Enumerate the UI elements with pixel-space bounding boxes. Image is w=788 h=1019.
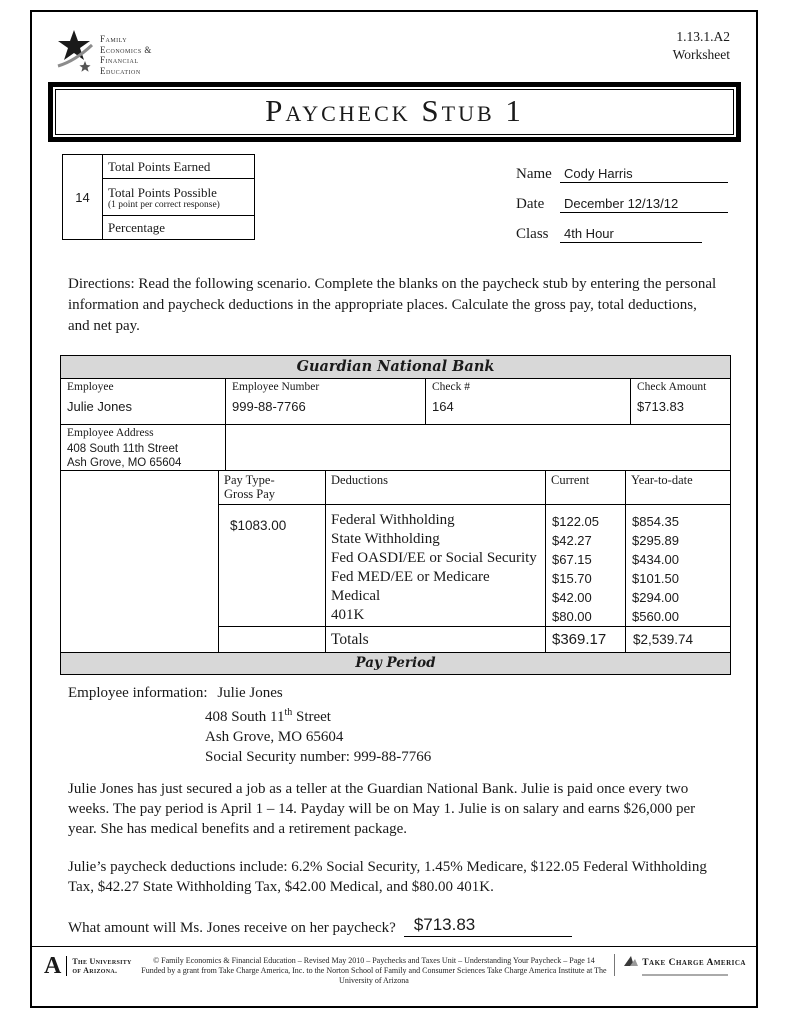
- pay-type-header-line2: Gross Pay: [224, 487, 276, 501]
- deduction-name: Federal Withholding: [331, 512, 455, 528]
- deduction-names-column: [326, 505, 546, 626]
- deduction-ytd: $295.89: [632, 533, 679, 548]
- employee-info-line1: [68, 683, 722, 703]
- deduction-name: Medical: [331, 588, 381, 604]
- employee-address-line1: 408 South 11th Street: [67, 443, 179, 455]
- class-field-row: [516, 216, 728, 243]
- check-number-cell: [426, 379, 631, 424]
- deduction-ytd-column: [626, 505, 730, 626]
- deduction-name: Fed MED/EE or Medicare: [331, 569, 490, 585]
- page-header: [32, 12, 756, 74]
- university-name-line2: of Arizona.: [72, 966, 118, 975]
- deduction-ytd: $294.00: [632, 590, 679, 605]
- street-suffix: Street: [292, 709, 331, 725]
- deduction-ytd: $434.00: [632, 552, 679, 567]
- page-footer: [32, 946, 756, 1006]
- class-value: 4th Hour: [560, 226, 702, 243]
- deduction-ytd: $854.35: [632, 514, 679, 529]
- answer-value: $713.83: [404, 915, 572, 937]
- points-row-label: [103, 178, 255, 215]
- points-earned-value: 14: [63, 155, 103, 240]
- worksheet-page: [30, 10, 758, 1008]
- employee-info-street: [205, 703, 722, 727]
- employee-cell: [61, 379, 226, 424]
- university-name: [72, 957, 131, 975]
- logo-line: Education: [100, 65, 141, 76]
- pay-type-header: [219, 471, 326, 504]
- totals-current-value: $369.17: [552, 631, 607, 648]
- university-of-arizona-logo: [44, 954, 140, 978]
- ytd-header: Year-to-date: [631, 473, 693, 487]
- deduction-ytd: $560.00: [632, 609, 679, 624]
- deduction-current: $67.15: [552, 552, 592, 567]
- deduction-ytd: $101.50: [632, 571, 679, 586]
- detail-header-row: [219, 471, 730, 505]
- gross-pay-value: $1083.00: [219, 505, 326, 626]
- check-number-value: 164: [432, 399, 454, 414]
- date-field-row: [516, 186, 728, 213]
- fefe-logo: [54, 28, 152, 79]
- employee-number-label: Employee Number: [232, 381, 320, 393]
- employee-value: Julie Jones: [67, 399, 133, 414]
- scenario-paragraph: Julie Jones has just secured a job as a teller at the Guardian National Bank. Julie is paid once every two weeks. The pay period is April 1 – 14. Payday will be on May 1. Julie is on salary and earns $26,000 per year. She has medical benefits and a retirement package.: [68, 781, 696, 837]
- doc-meta: [673, 28, 730, 64]
- meta-row: [32, 154, 756, 240]
- points-table: [62, 154, 255, 240]
- deduction-current: $15.70: [552, 571, 592, 586]
- bank-name-header: Guardian National Bank: [61, 356, 730, 379]
- points-row-label: Total Points Earned: [103, 155, 255, 179]
- doc-type: Worksheet: [672, 47, 730, 62]
- page-title: Paycheck Stub 1: [265, 93, 524, 128]
- table-row: [63, 155, 255, 179]
- check-amount-label: Check Amount: [637, 381, 707, 393]
- stub-identity-row: [61, 379, 730, 425]
- points-possible-label: Total Points Possible: [108, 184, 217, 200]
- totals-empty-cell: [219, 627, 326, 652]
- check-number-label: Check #: [432, 381, 471, 393]
- copyright-line1: © Family Economics & Financial Education – Revised May 2010 – Paychecks and Taxes Unit – Understanding Your Paycheck – Page 14: [153, 956, 595, 965]
- pay-period-footer: Pay Period: [61, 652, 730, 674]
- student-fields: [516, 154, 728, 240]
- take-charge-america-logo: [614, 954, 746, 976]
- totals-label: Totals: [331, 630, 369, 648]
- totals-current-cell: [546, 627, 626, 652]
- current-header: Current: [546, 471, 626, 504]
- title-banner: [48, 82, 741, 142]
- tca-triangle-icon: [623, 954, 639, 972]
- star-figure-icon: [54, 28, 96, 79]
- question-text: What amount will Ms. Jones receive on her paycheck?: [68, 920, 396, 936]
- fefe-logo-text: [100, 28, 152, 76]
- name-label: Name: [516, 166, 552, 182]
- employee-address-line2: Ash Grove, MO 65604: [67, 457, 182, 469]
- tca-name: Take Charge America: [642, 958, 746, 968]
- deduction-current: $80.00: [552, 609, 592, 624]
- date-value: December 12/13/12: [560, 196, 728, 213]
- stub-address-row: [61, 425, 730, 471]
- deduction-current: $42.27: [552, 533, 592, 548]
- pay-type-header-line1: Pay Type-: [224, 473, 275, 487]
- totals-label-cell: [326, 627, 546, 652]
- employee-address-cell: [61, 425, 226, 470]
- stub-detail-section: [61, 471, 730, 652]
- employee-label: Employee: [67, 381, 114, 393]
- copyright-line2: Funded by a grant from Take Charge America, Inc. to the Norton School of Family and Consumer Sciences Take Charge America Institute at The University of Arizona: [141, 966, 607, 985]
- check-amount-value: $713.83: [637, 399, 684, 414]
- doc-code: 1.13.1.A2: [676, 29, 730, 44]
- date-label: Date: [516, 196, 545, 212]
- block-a-icon: A: [44, 953, 62, 979]
- name-value: Cody Harris: [560, 166, 728, 183]
- footer-copyright: [140, 954, 609, 986]
- deductions-paragraph: Julie’s paycheck deductions include: 6.2% Social Security, 1.45% Medicare, $122.05 Federal Withholding Tax, $42.27 State Withholding Tax, $42.00 Medical, and $80.00 401K.: [68, 859, 707, 895]
- directions-text: Directions: Read the following scenario. Complete the blanks on the paycheck stub by entering the personal information and paycheck deductions in the appropriate places. Calculate the gross pay, total deductions, and net pay.: [68, 276, 717, 334]
- question-row: [68, 915, 726, 937]
- employee-info-city: Ash Grove, MO 65604: [205, 729, 344, 745]
- deduction-name: 401K: [331, 607, 365, 623]
- address-row-empty-cell: [226, 425, 730, 470]
- totals-ytd-value: $2,539.74: [633, 632, 694, 647]
- title-banner-inner: [55, 89, 734, 135]
- logo-divider: [66, 956, 67, 976]
- detail-body-row: [219, 505, 730, 626]
- paycheck-stub-table: [60, 355, 731, 675]
- check-amount-cell: [631, 379, 730, 424]
- street-ordinal-sup: th: [284, 707, 293, 718]
- class-label: Class: [516, 226, 549, 242]
- points-row-label: Percentage: [103, 216, 255, 240]
- university-name-line1: The University: [72, 957, 132, 966]
- points-note: (1 point per correct response): [108, 199, 220, 210]
- employee-info-label: Employee information:: [68, 685, 208, 701]
- deductions-header: Deductions: [326, 471, 546, 504]
- employee-info-name: Julie Jones: [217, 685, 283, 701]
- deduction-current-column: [546, 505, 626, 626]
- logo-line: Economics &: [100, 44, 152, 55]
- tca-tagline-rule: [642, 974, 728, 976]
- employee-info-ssn: Social Security number: 999-88-7766: [205, 749, 432, 765]
- deduction-current: $122.05: [552, 514, 599, 529]
- detail-left-empty-cell: [61, 471, 219, 652]
- employee-address-label: Employee Address: [67, 427, 154, 439]
- deduction-current: $42.00: [552, 590, 592, 605]
- employee-information-block: [68, 683, 722, 767]
- deduction-name: Fed OASDI/EE or Social Security: [331, 550, 537, 566]
- totals-row: [219, 626, 730, 652]
- street-number: 408 South 11: [205, 709, 285, 725]
- name-field-row: [516, 156, 728, 183]
- deduction-name: State Withholding: [331, 531, 440, 547]
- logo-line: Family: [100, 34, 128, 44]
- employee-number-value: 999-88-7766: [232, 399, 306, 414]
- employee-number-cell: [226, 379, 426, 424]
- logo-line: Financial: [100, 55, 139, 65]
- totals-ytd-cell: [626, 627, 730, 652]
